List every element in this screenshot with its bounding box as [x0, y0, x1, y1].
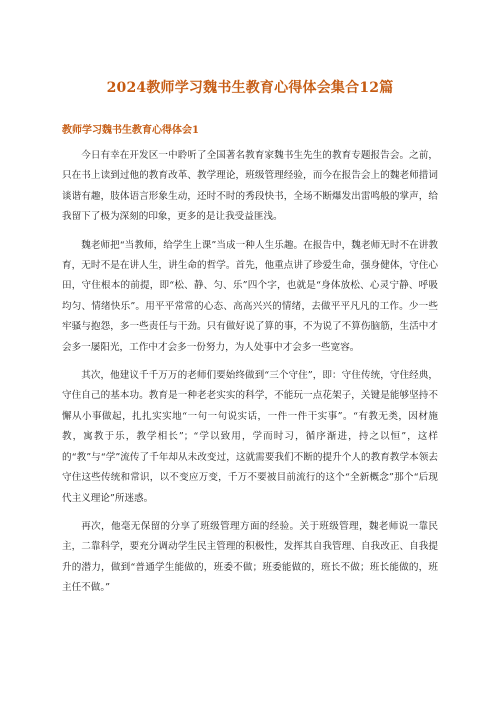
section-1: [62, 124, 438, 599]
paragraph-3: 其次，他建议千千万万的老师们要始终做到“三个守住”，即：守住传统，守住经典，守住自己的基本功。教育是一种老老实实的科学，不能玩一点花架子，关键是能够坚持不懈从小事做起，扎扎实实地“一句一句说实话，一件一件干实事”。“有教无类，因材施教，寓教于乐，教学相长”；“学以致用，学而时习，循序渐进，持之以恒”，这样的“教”与“学”流传了千年却从未改变过，这就需要我们不断的提升个人的教育教学本领去守住这些传统和常识，以不变应万变，千万不要被目前流行的这个“全新概念”那个“后现代主义理论”所迷惑。: [62, 370, 438, 504]
paragraph-1: 今日有幸在开发区一中聆听了全国著名教育家魏书生先生的教育专题报告会。之前，只在书上读到过他的教育改革、教学理论，班级管理经验，而今在报告会上的魏老师措词谈谐有趣，肢体语言形象生动，还时不时的秀段快书，全场不断爆发出雷鸣般的掌声，给我留下了极为深刻的印象，更多的是让我受益匪浅。: [62, 150, 438, 223]
paragraph-2: 魏老师把“当教师，给学生上课”当成一种人生乐趣。在报告中，魏老师无时不在讲教育，无时不是在讲人生，讲生命的哲学。首先，他重点讲了珍爱生命，强身健体，守住心田，守住根本的前提，即“松、静、匀、乐”四个字，也就是“身体放松、心灵宁静、呼吸均匀、情绪快乐”。用平平常常的心态、高高兴兴的情绪，去做平平凡凡的工作。少一些牢骚与抱怨，多一些责任与干劲。只有做好说了算的事，不为说了不算伤脑筋，生活中才会多一屡阳光，工作中才会多一份努力，为人处事中才会多一些宽容。: [62, 239, 438, 353]
section-heading: 教师学习魏书生教育心得体会1: [62, 125, 199, 136]
paragraph-4: 再次，他毫无保留的分享了班级管理方面的经验。关于班级管理，魏老师说一靠民主，二靠科学，要充分调动学生民主管理的积极性，发挥其自我管理、自我改正、自我提升的潜力，做到“普通学生能做的，班委不做；班委能做的，班长不做；班长能做的，班主任不做。”: [62, 520, 438, 594]
document-title: 2024教师学习魏书生教育心得体会集合12篇: [106, 80, 394, 96]
